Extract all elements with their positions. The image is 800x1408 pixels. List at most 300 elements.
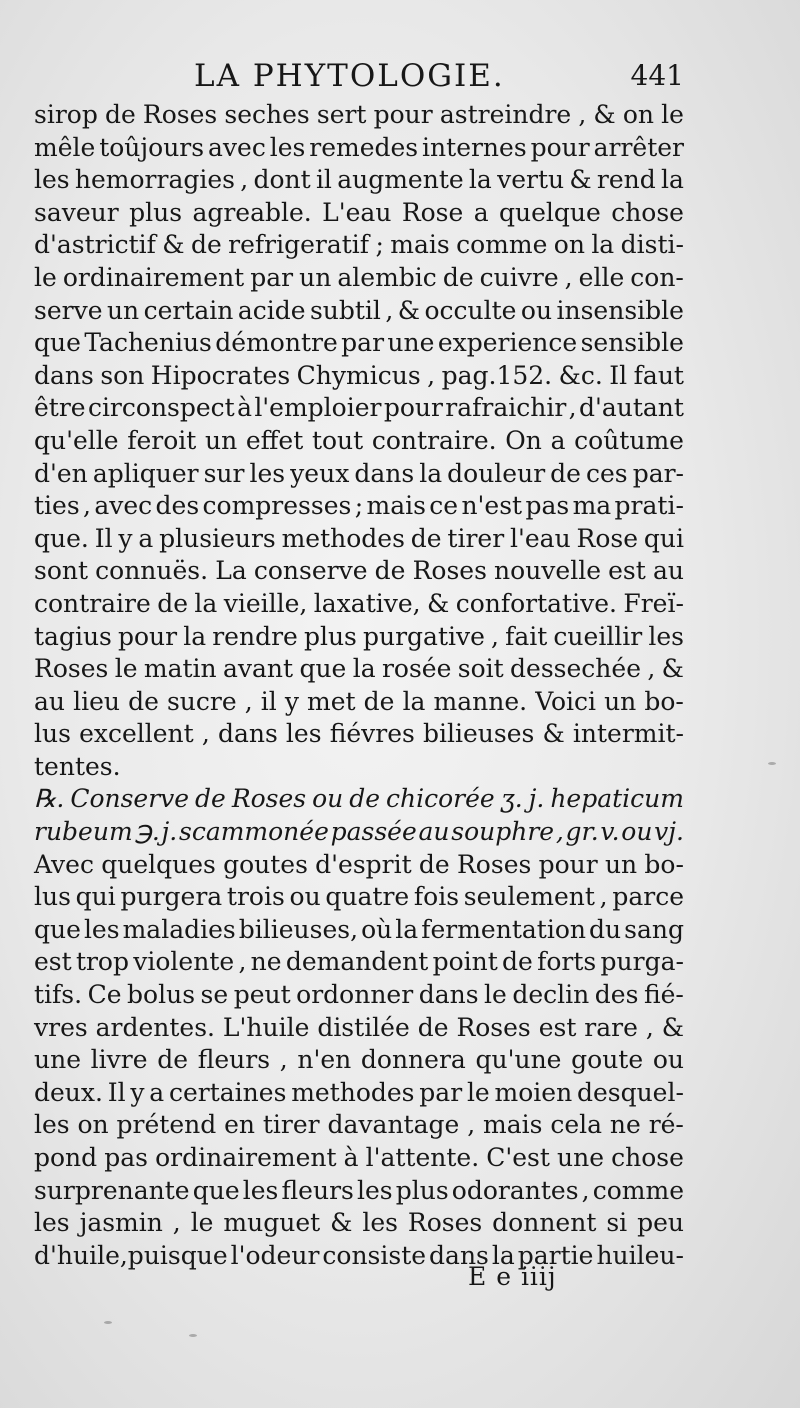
word: consiste bbox=[322, 1240, 427, 1270]
word: a bbox=[473, 197, 489, 227]
word: yeux bbox=[290, 458, 350, 488]
word: être bbox=[34, 393, 86, 423]
word: ℞. bbox=[34, 784, 65, 814]
word: pag.152. bbox=[441, 360, 553, 390]
word: , bbox=[201, 719, 210, 749]
word: de bbox=[349, 784, 381, 814]
word: un bbox=[299, 262, 332, 292]
word: ℈. bbox=[134, 817, 160, 847]
word: prétend bbox=[116, 1110, 217, 1140]
word: de bbox=[417, 1012, 449, 1042]
word: tirer bbox=[262, 1110, 320, 1140]
word: que bbox=[34, 328, 81, 358]
text-line bbox=[34, 1109, 684, 1142]
word: ou bbox=[621, 817, 653, 847]
word: cuivre bbox=[479, 262, 559, 292]
word: son bbox=[100, 360, 145, 390]
word: tagius bbox=[34, 621, 112, 651]
text-line bbox=[34, 392, 684, 425]
word: de bbox=[442, 262, 474, 292]
text-line bbox=[34, 1077, 684, 1110]
word: avant bbox=[222, 654, 294, 684]
word: pour bbox=[530, 132, 590, 162]
word: ordinairement bbox=[62, 262, 245, 292]
word: tentes. bbox=[34, 751, 121, 781]
word: demandent bbox=[285, 947, 429, 977]
word: les bbox=[34, 1110, 70, 1140]
word: seches bbox=[224, 100, 310, 129]
word: L'huile bbox=[222, 1012, 310, 1042]
word: de bbox=[502, 947, 533, 977]
word: peu bbox=[637, 1208, 684, 1238]
word: les bbox=[285, 719, 322, 749]
word: l'eau bbox=[510, 523, 571, 553]
word: laxative, bbox=[313, 588, 421, 618]
word: le bbox=[114, 654, 138, 684]
word: chose bbox=[611, 197, 684, 227]
text-line bbox=[34, 1240, 684, 1273]
word: hepaticum bbox=[550, 784, 684, 814]
text-line bbox=[34, 1142, 684, 1175]
word: se bbox=[200, 980, 229, 1010]
word: Conserve bbox=[70, 784, 190, 814]
word: & bbox=[661, 1012, 684, 1042]
word: intermit- bbox=[572, 719, 684, 749]
word: pour bbox=[383, 393, 443, 423]
word: bo- bbox=[644, 686, 684, 716]
word: lus bbox=[34, 719, 71, 749]
word: , bbox=[564, 262, 573, 292]
word: certain bbox=[143, 295, 234, 325]
word: Chymicus bbox=[296, 360, 421, 390]
word: la bbox=[661, 165, 684, 195]
word: prati- bbox=[614, 491, 684, 521]
word: , bbox=[467, 1110, 476, 1140]
word: d'huile,puisque bbox=[34, 1240, 228, 1270]
word: & bbox=[661, 654, 684, 684]
word: pas bbox=[525, 491, 570, 521]
word: sont bbox=[34, 556, 89, 586]
word: serve bbox=[34, 295, 103, 325]
word: a bbox=[138, 523, 154, 553]
word: rafraichir bbox=[445, 393, 567, 423]
word: de bbox=[104, 100, 136, 129]
word: le bbox=[34, 262, 57, 292]
word: , bbox=[279, 1045, 288, 1075]
word: goute bbox=[571, 1045, 644, 1075]
word: qui bbox=[643, 523, 684, 553]
word: methodes bbox=[281, 523, 405, 553]
word: , bbox=[578, 100, 587, 129]
word: dans bbox=[217, 719, 278, 749]
word: douleur bbox=[447, 458, 546, 488]
word: Avec bbox=[34, 849, 94, 879]
word: avec bbox=[208, 132, 266, 162]
text-line bbox=[34, 555, 684, 588]
word: un bbox=[106, 295, 140, 325]
word: les bbox=[34, 1208, 70, 1238]
word: la bbox=[352, 654, 376, 684]
word: de bbox=[418, 849, 450, 879]
text-line bbox=[34, 99, 684, 132]
word: violente bbox=[133, 947, 235, 977]
word: Il bbox=[107, 1077, 126, 1107]
word: dont bbox=[253, 165, 311, 195]
text-line bbox=[34, 1012, 684, 1045]
word: mais bbox=[483, 1110, 543, 1140]
text-line bbox=[34, 523, 684, 556]
word: excellent bbox=[79, 719, 194, 749]
word: de bbox=[410, 523, 442, 553]
word: on bbox=[77, 1110, 109, 1140]
word: par bbox=[250, 262, 294, 292]
word: distilée bbox=[317, 1012, 410, 1042]
word: , bbox=[385, 295, 394, 325]
text-line bbox=[34, 490, 684, 523]
word: experience bbox=[437, 328, 578, 358]
text-line bbox=[34, 458, 684, 491]
word: que. bbox=[34, 523, 89, 553]
word: insensible bbox=[556, 295, 684, 325]
word: On bbox=[505, 425, 542, 455]
word: d'esprit bbox=[315, 849, 412, 879]
word: j. bbox=[528, 784, 545, 814]
word: n'en bbox=[297, 1045, 352, 1075]
word: fleurs bbox=[281, 1175, 354, 1205]
word: contraire bbox=[34, 588, 151, 618]
word: sur bbox=[203, 458, 245, 488]
word: partie bbox=[517, 1240, 594, 1270]
text-line bbox=[34, 686, 684, 719]
word: compresses bbox=[202, 491, 352, 521]
word: y bbox=[118, 523, 133, 553]
word: rend bbox=[596, 165, 656, 195]
word: ma bbox=[572, 491, 612, 521]
word: coûtume bbox=[574, 425, 684, 455]
word: acide bbox=[237, 295, 306, 325]
word: fermentation bbox=[421, 914, 586, 944]
word: pond bbox=[34, 1143, 98, 1172]
word: methodes bbox=[291, 1077, 415, 1107]
word: purgative bbox=[363, 621, 485, 651]
body-text bbox=[34, 99, 684, 1272]
word: tifs. bbox=[34, 980, 83, 1010]
text-line bbox=[34, 881, 684, 914]
word: est bbox=[608, 556, 646, 586]
text-line bbox=[34, 295, 684, 328]
word: & bbox=[427, 588, 450, 618]
word: fois bbox=[413, 882, 460, 912]
word: dans bbox=[354, 458, 415, 488]
word: Roses bbox=[407, 1208, 483, 1238]
text-line bbox=[34, 621, 684, 654]
word: , bbox=[647, 654, 656, 684]
word: sensible bbox=[580, 328, 684, 358]
word: l'emploier bbox=[254, 393, 382, 423]
word: refrigeratif bbox=[228, 230, 370, 260]
word: une bbox=[387, 328, 435, 358]
text-line bbox=[34, 914, 684, 947]
word: goutes bbox=[223, 849, 308, 879]
word: maladies bbox=[122, 914, 236, 944]
word: le bbox=[484, 980, 507, 1010]
word: des bbox=[594, 980, 639, 1010]
word: Il bbox=[94, 523, 113, 553]
word: pour bbox=[538, 849, 598, 879]
word: saveur bbox=[34, 197, 119, 227]
word: pour bbox=[118, 621, 178, 651]
word: quelque bbox=[499, 197, 601, 227]
text-line bbox=[34, 1207, 684, 1240]
word: ou bbox=[520, 295, 553, 325]
word: &c. bbox=[558, 360, 603, 390]
word: y bbox=[284, 686, 299, 716]
word: sirop bbox=[34, 100, 98, 129]
word: le bbox=[661, 100, 684, 129]
word: point bbox=[432, 947, 498, 977]
word: par bbox=[419, 1077, 463, 1107]
word: tout bbox=[311, 425, 364, 455]
word: bo- bbox=[644, 849, 684, 879]
word: ordinairement bbox=[155, 1143, 337, 1172]
word: internes bbox=[422, 132, 527, 162]
word: les bbox=[648, 621, 684, 651]
word: cela bbox=[550, 1110, 603, 1140]
word: conserve bbox=[253, 556, 368, 586]
word: souphre bbox=[451, 817, 555, 847]
word: La bbox=[215, 556, 247, 586]
word: mais bbox=[366, 491, 426, 521]
word: au bbox=[652, 556, 684, 586]
word: rubeum bbox=[34, 817, 133, 847]
word: au bbox=[418, 817, 450, 847]
word: dans bbox=[34, 360, 94, 390]
word: purga- bbox=[600, 947, 684, 977]
word: , bbox=[581, 1175, 590, 1205]
word: , bbox=[568, 393, 577, 423]
word: purgera bbox=[120, 882, 223, 912]
word: lieu bbox=[73, 686, 120, 716]
word: dans bbox=[418, 980, 479, 1010]
word: declin bbox=[512, 980, 590, 1010]
word: subtil bbox=[309, 295, 381, 325]
word: ce bbox=[429, 491, 459, 521]
word: de bbox=[157, 588, 189, 618]
word: plus bbox=[303, 621, 357, 651]
word: les bbox=[356, 1175, 393, 1205]
word: sert bbox=[316, 100, 367, 129]
word: met bbox=[307, 686, 356, 716]
word: arrêter bbox=[593, 132, 684, 162]
word: un bbox=[604, 686, 637, 716]
word: démontre bbox=[215, 328, 338, 358]
word: scammonée bbox=[178, 817, 329, 847]
word: l'odeur bbox=[230, 1240, 320, 1270]
word: v. bbox=[600, 817, 620, 847]
word: vertu bbox=[497, 165, 565, 195]
word: mais bbox=[390, 230, 450, 260]
word: confortative. bbox=[455, 588, 617, 618]
word: rendre bbox=[212, 621, 298, 651]
word: ou bbox=[289, 882, 321, 912]
text-line bbox=[34, 979, 684, 1012]
word: trois bbox=[226, 882, 285, 912]
word: plus bbox=[129, 197, 183, 227]
word: davantage bbox=[327, 1110, 460, 1140]
word: de bbox=[195, 784, 226, 814]
word: muguet bbox=[223, 1208, 321, 1238]
word: surprenante bbox=[34, 1175, 190, 1205]
word: mêle bbox=[34, 132, 96, 162]
word: la bbox=[194, 588, 218, 618]
word: remedes bbox=[309, 132, 419, 162]
page-header bbox=[34, 58, 684, 98]
word: quatre bbox=[325, 882, 410, 912]
word: pas bbox=[104, 1143, 149, 1172]
word: circonspect bbox=[87, 393, 235, 423]
word: plusieurs bbox=[159, 523, 276, 553]
word: agreable. bbox=[192, 197, 312, 227]
word: Roses bbox=[231, 784, 307, 814]
text-line bbox=[34, 946, 684, 979]
word: j. bbox=[161, 817, 178, 847]
word: à bbox=[343, 1143, 359, 1172]
paper-blemish bbox=[104, 1321, 112, 1324]
text-line bbox=[34, 588, 684, 621]
text-line bbox=[34, 751, 684, 784]
word: astreindre bbox=[439, 100, 572, 129]
word: vres bbox=[34, 1012, 88, 1042]
signature-mark: E e iiij bbox=[468, 1262, 557, 1291]
word: , bbox=[238, 947, 247, 977]
word: on bbox=[553, 230, 585, 260]
word: feroit bbox=[127, 425, 197, 455]
word: , bbox=[491, 621, 499, 651]
text-line bbox=[34, 132, 684, 165]
text-line bbox=[34, 816, 684, 849]
text-line bbox=[34, 718, 684, 751]
word: augmente bbox=[337, 165, 464, 195]
text-line bbox=[34, 164, 684, 197]
paper-blemish bbox=[189, 1334, 197, 1337]
word: peut bbox=[233, 980, 291, 1010]
word: que bbox=[192, 1175, 240, 1205]
word: de bbox=[190, 230, 222, 260]
word: les bbox=[362, 1208, 398, 1238]
word: comme bbox=[592, 1175, 684, 1205]
word: par bbox=[341, 328, 385, 358]
word: avec bbox=[94, 491, 153, 521]
word: seulement bbox=[463, 882, 595, 912]
word: pour bbox=[373, 100, 433, 129]
word: bolus bbox=[127, 980, 196, 1010]
word: faut bbox=[633, 360, 684, 390]
word: on bbox=[622, 100, 654, 129]
word: la bbox=[183, 621, 207, 651]
word: a bbox=[149, 1077, 165, 1107]
word: ; bbox=[354, 491, 364, 521]
word: ou bbox=[652, 1045, 684, 1075]
word: jasmin bbox=[79, 1208, 163, 1238]
word: les bbox=[242, 1175, 279, 1205]
text-line bbox=[34, 849, 684, 882]
text-line bbox=[34, 783, 684, 816]
word: donnent bbox=[492, 1208, 597, 1238]
word: deux. bbox=[34, 1077, 103, 1107]
word: toûjours bbox=[99, 132, 205, 162]
word: , bbox=[645, 1012, 654, 1042]
word: gr. bbox=[565, 817, 599, 847]
word: sang bbox=[624, 914, 684, 944]
word: n'est bbox=[461, 491, 523, 521]
word: parce bbox=[612, 882, 684, 912]
word: certaines bbox=[168, 1077, 287, 1107]
word: est bbox=[34, 947, 72, 977]
word: où bbox=[361, 914, 393, 944]
word: par- bbox=[632, 458, 684, 488]
word: il bbox=[260, 686, 277, 716]
word: au bbox=[34, 686, 66, 716]
word: comme bbox=[456, 230, 548, 260]
text-line bbox=[34, 360, 684, 393]
word: , bbox=[427, 360, 436, 390]
word: contraire. bbox=[371, 425, 497, 455]
word: & bbox=[593, 100, 616, 129]
word: en bbox=[224, 1110, 256, 1140]
word: elle bbox=[578, 262, 625, 292]
word: ʒ. bbox=[500, 784, 523, 814]
word: est bbox=[538, 1012, 577, 1042]
word: si bbox=[606, 1208, 628, 1238]
word: chicorée bbox=[385, 784, 495, 814]
word: rosée bbox=[381, 654, 452, 684]
word: & bbox=[542, 719, 565, 749]
word: occulte bbox=[424, 295, 517, 325]
word: chose bbox=[611, 1143, 684, 1172]
word: , bbox=[599, 882, 608, 912]
word: la bbox=[491, 1240, 515, 1270]
word: huileu- bbox=[596, 1240, 684, 1270]
word: des bbox=[155, 491, 200, 521]
word: fait bbox=[505, 621, 548, 651]
word: la bbox=[402, 686, 426, 716]
word: plus bbox=[395, 1175, 449, 1205]
word: de bbox=[374, 556, 406, 586]
word: vj. bbox=[654, 817, 684, 847]
word: le bbox=[190, 1208, 214, 1238]
word: forts bbox=[537, 947, 597, 977]
word: une bbox=[34, 1045, 81, 1075]
word: les bbox=[83, 914, 120, 944]
word: de bbox=[550, 458, 581, 488]
word: L'eau bbox=[322, 197, 392, 227]
text-line bbox=[34, 1175, 684, 1208]
word: y bbox=[130, 1077, 145, 1107]
word: quelques bbox=[101, 849, 216, 879]
word: fiévres bbox=[329, 719, 415, 749]
word: de bbox=[157, 1045, 189, 1075]
word: de bbox=[363, 686, 395, 716]
word: con- bbox=[630, 262, 684, 292]
word: , bbox=[555, 817, 564, 847]
word: & bbox=[330, 1208, 353, 1238]
text-line bbox=[34, 197, 684, 230]
word: Rose bbox=[576, 523, 639, 553]
word: ou bbox=[312, 784, 344, 814]
word: ne bbox=[250, 947, 282, 977]
word: & bbox=[162, 230, 185, 260]
word: nouvelle bbox=[494, 556, 602, 586]
